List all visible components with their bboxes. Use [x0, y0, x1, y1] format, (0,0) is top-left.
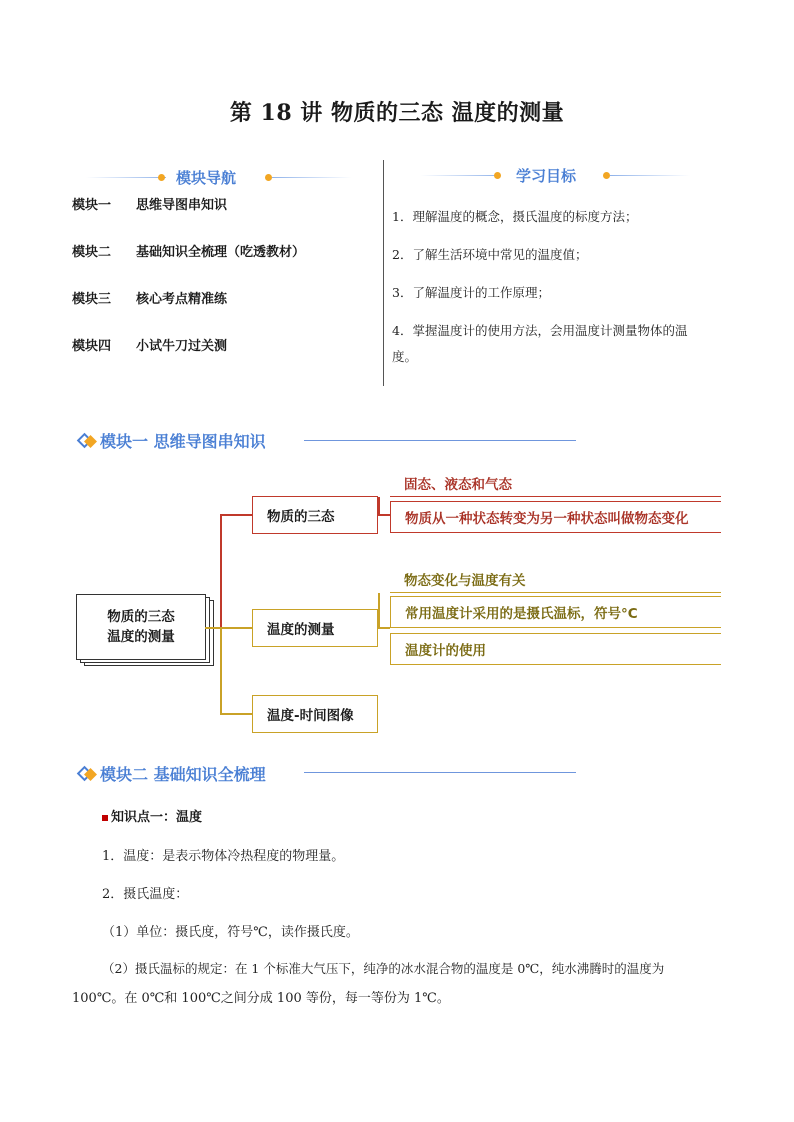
- goals-header-label: 学习目标: [516, 167, 577, 185]
- page-title: 第 18 讲 物质的三态 温度的测量: [229, 100, 565, 126]
- goals-header-dot-left: [494, 172, 501, 179]
- mindmap-root-line1: 物质的三态: [107, 609, 175, 625]
- branch-temperature-measurement: [252, 609, 378, 647]
- connector-root-trunk: [205, 627, 221, 629]
- leaf-thermometer-use: [390, 633, 721, 665]
- leaf-celsius-scale-label: 常用温度计采用的是摄氏温标，符号°C: [405, 606, 638, 622]
- goal-item-4: 4．掌握温度计的使用方法，会用温度计测量物体的温: [392, 323, 688, 338]
- connector-branch3: [220, 713, 252, 715]
- branch-temperature-time-graph: [252, 695, 378, 733]
- leaf-states-list-underline: [390, 496, 721, 497]
- connector-branch2-leaves-h: [378, 627, 390, 629]
- nav-header-dot-right: [265, 174, 272, 181]
- connector-branch2: [220, 627, 252, 629]
- connector-branch1-leaves-vertical: [378, 497, 380, 515]
- body-line-2: 2．摄氏温度：: [102, 887, 189, 902]
- section2-rule: [304, 772, 576, 773]
- section1-title: 模块一 思维导图串知识: [100, 432, 266, 451]
- branch-matter-states: [252, 496, 378, 534]
- leaf-celsius-scale: [390, 596, 721, 628]
- leaf-states-list: 固态、液态和气态: [404, 477, 512, 493]
- goal-item-1: 1．理解温度的概念，摄氏温度的标度方法；: [392, 209, 638, 224]
- nav-item-key: 模块二: [72, 245, 112, 260]
- leaf-state-change-temperature-underline: [390, 592, 721, 593]
- nav-item-label: 思维导图串知识: [136, 198, 228, 213]
- nav-item-2[interactable]: [72, 241, 305, 260]
- connector-trunk-vertical-bottom: [220, 627, 222, 714]
- nav-item-key: 模块一: [72, 198, 112, 213]
- mindmap-root-line2: 温度的测量: [107, 629, 175, 645]
- connector-branch1-leaves-h: [378, 514, 390, 516]
- goal-item-4-cont: 度。: [392, 349, 418, 364]
- leaf-state-change-definition: [390, 501, 721, 533]
- branch-temperature-measurement-label: 温度的测量: [267, 622, 335, 638]
- nav-item-label: 基础知识全梳理（吃透教材）: [136, 245, 306, 260]
- nav-item-label: 核心考点精准练: [136, 292, 228, 307]
- nav-item-1[interactable]: [72, 194, 227, 213]
- connector-branch1: [220, 514, 252, 516]
- body-line-4: （2）摄氏温标的规定：在 1 个标准大气压下，纯净的冰水混合物的温度是 0℃，纯水沸腾时的温度为: [102, 961, 665, 976]
- goal-item-3: 3．了解温度计的工作原理；: [392, 285, 550, 300]
- nav-item-key: 模块四: [72, 339, 112, 354]
- nav-item-key: 模块三: [72, 292, 112, 307]
- nav-item-3[interactable]: [72, 288, 227, 307]
- goal-item-2: 2．了解生活环境中常见的温度值；: [392, 247, 588, 262]
- nav-item-4[interactable]: [72, 335, 227, 354]
- leaf-state-change-definition-label: 物质从一种状态转变为另一种状态叫做物态变化: [405, 511, 689, 527]
- goals-header-line-left: [420, 175, 500, 176]
- column-divider: [383, 160, 384, 386]
- leaf-thermometer-use-label: 温度计的使用: [405, 643, 486, 659]
- section2-title: 模块二 基础知识全梳理: [100, 765, 266, 784]
- connector-trunk-vertical-top: [220, 515, 222, 628]
- body-line-5: 100℃。在 0℃和 100℃之间分成 100 等份，每一等份为 1℃。: [72, 991, 450, 1006]
- branch-temperature-time-graph-label: 温度-时间图像: [267, 708, 354, 724]
- goals-header-line-right: [610, 175, 690, 176]
- nav-item-label: 小试牛刀过关测: [136, 339, 228, 354]
- knowledge-point-text: 知识点一：温度: [111, 810, 203, 825]
- section1-rule: [304, 440, 576, 441]
- red-square-icon: [102, 815, 108, 821]
- goals-header-dot-right: [603, 172, 610, 179]
- leaf-state-change-temperature: 物态变化与温度有关: [404, 573, 526, 589]
- body-line-1: 1．温度：是表示物体冷热程度的物理量。: [102, 849, 345, 864]
- connector-branch2-leaves-vertical: [378, 593, 380, 629]
- nav-header-line-right: [272, 177, 352, 178]
- nav-header-dot-left: [158, 174, 165, 181]
- branch-matter-states-label: 物质的三态: [267, 509, 335, 525]
- mindmap-root: [76, 594, 206, 660]
- nav-header-label: 模块导航: [176, 169, 237, 187]
- nav-header-line-left: [86, 177, 166, 178]
- knowledge-point-label: [102, 806, 202, 825]
- body-line-3: （1）单位：摄氏度，符号℃，读作摄氏度。: [102, 925, 359, 940]
